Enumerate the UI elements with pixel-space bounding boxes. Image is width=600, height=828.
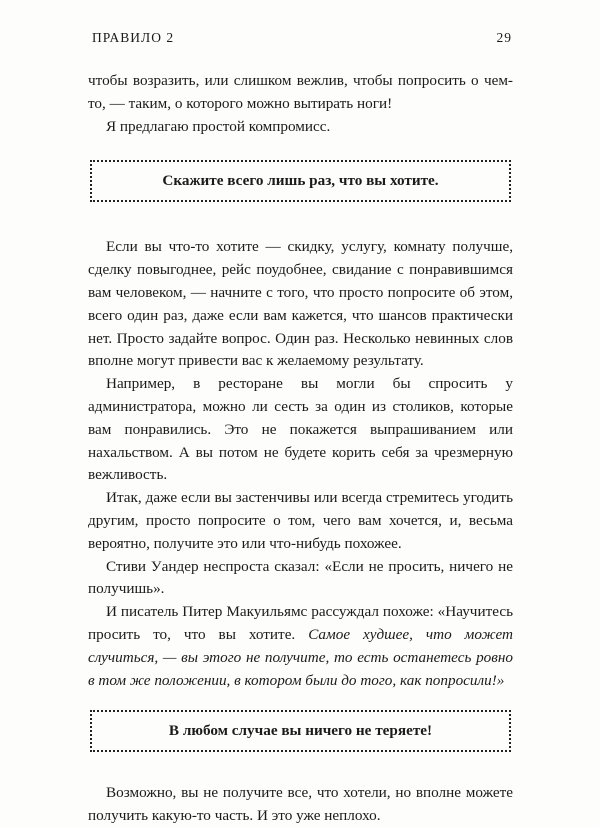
- paragraph: чтобы возразить, или слишком вежлив, чтобы попросить о чем-то, — таким, о которого можно вытирать ноги!: [88, 72, 513, 112]
- body-text: [88, 70, 513, 828]
- paragraph: Я предлагаю простой компромисс.: [106, 117, 331, 135]
- paragraph: Итак, даже если вы застенчивы или всегда стремитесь угодить другим, просто попросите о том, чего вам хочется, и, весьма вероятно, получите это или что-нибудь похожее.: [88, 489, 513, 552]
- quote-plain: И писатель Питер Макуильямс рассуждал похоже: «Научитесь просить то, что вы хотите.: [88, 603, 513, 643]
- highlight-text: Скажите всего лишь раз, что вы хотите.: [162, 171, 439, 189]
- highlight-box: [90, 160, 511, 202]
- running-head: [92, 30, 512, 46]
- highlight-text: В любом случае вы ничего не теряете!: [168, 721, 433, 739]
- paragraph: [88, 601, 513, 692]
- page-number: 29: [496, 30, 512, 45]
- paragraph: Стиви Уандер неспроста сказал: «Если не просить, ничего не получишь».: [88, 557, 513, 598]
- chapter-title: ПРАВИЛО 2: [92, 30, 175, 45]
- highlight-box: [90, 710, 511, 752]
- paragraph: Например, в ресторане вы могли бы спросить у администратора, можно ли сесть за один из столиков, которые вам понравились. Это не покажется выпрашиванием или нахальством. А вы потом не будете корить себя за чрезмерную вежливость.: [88, 375, 513, 484]
- paragraph: Если вы что-то хотите — скидку, услугу, комнату получше, сделку повыгоднее, рейс поудобнее, свидание с понравившимся вам человеком, — начните с того, что просто попросите об этом, всего один раз, даже если вам кажется, что шансов практически нет. Просто задайте вопрос. Один раз. Несколько невинных слов вполне могут привести вас к желаемому результату.: [88, 238, 513, 370]
- quote-italic: Самое худшее, что может случиться, — вы этого не получите, то есть останетесь ровно в том же положении, в котором были до того, как попросили!»: [88, 625, 513, 689]
- paragraph: Возможно, вы не получите все, что хотели, но вполне можете получить какую-то часть. И это уже неплохо.: [88, 784, 513, 825]
